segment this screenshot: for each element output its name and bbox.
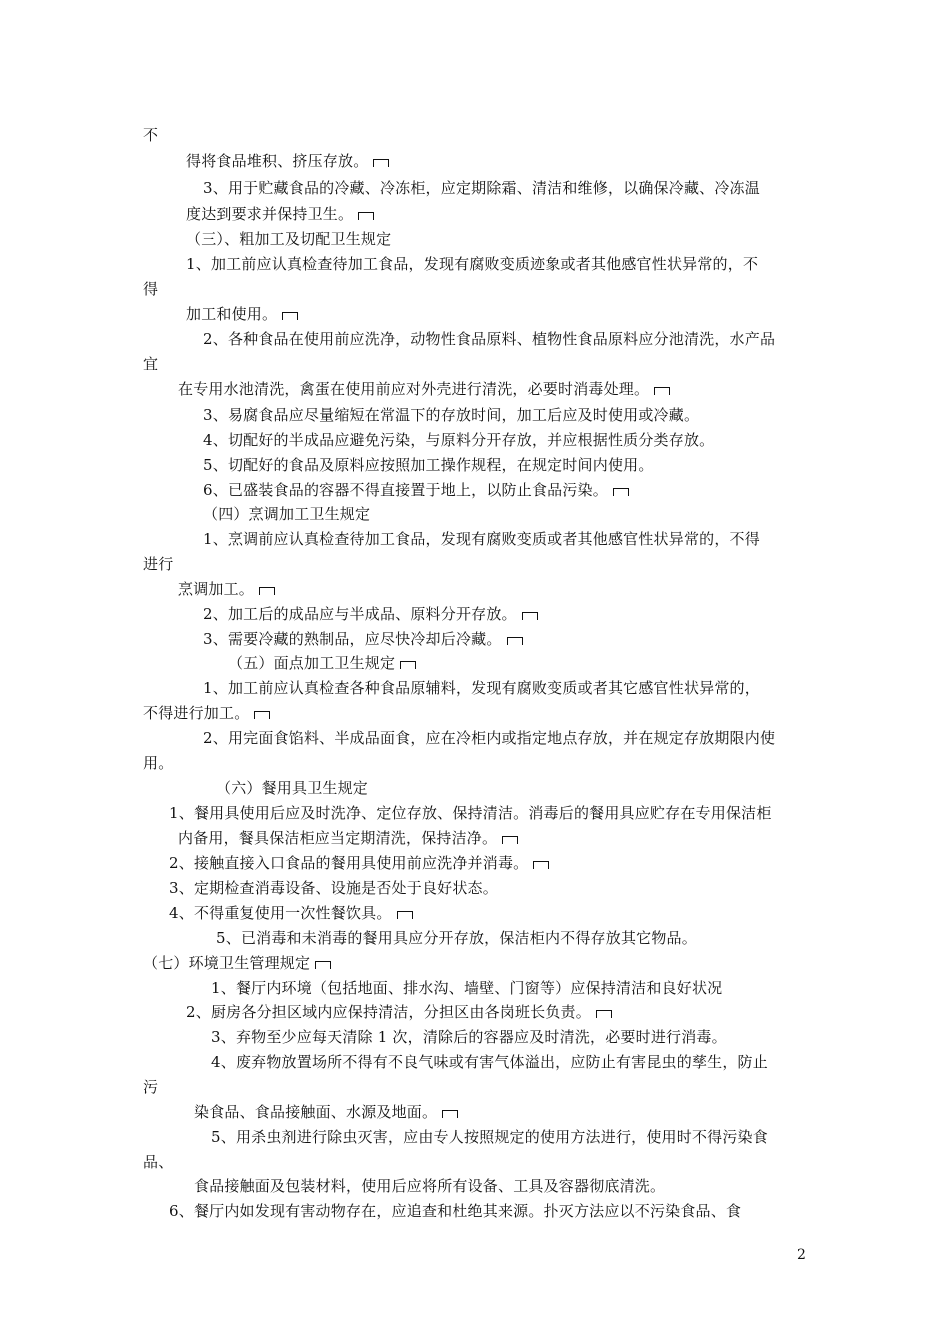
paragraph-mark-icon: [400, 661, 416, 669]
text-line: 度达到要求并保持卫生。: [186, 204, 374, 224]
text-line: 4、废弃物放置场所不得有不良气味或有害气体溢出，应防止有害昆虫的孳生，防止: [211, 1053, 768, 1071]
text-line: 2、用完面食馅料、半成品面食，应在冷柜内或指定地点存放，并在规定存放期限内使: [203, 729, 776, 747]
text-line: 宜: [143, 355, 159, 373]
paragraph-mark-icon: [373, 159, 389, 167]
section-heading: （六）餐用具卫生规定: [216, 779, 369, 797]
text-line: 2、厨房各分担区域内应保持清洁，分担区由各岗班长负责。: [186, 1002, 612, 1022]
section-heading: （四）烹调加工卫生规定: [203, 505, 371, 523]
text-line: 得: [143, 280, 159, 298]
text-line: 2、接触直接入口食品的餐用具使用前应洗净并消毒。: [169, 853, 549, 873]
paragraph-mark-icon: [358, 212, 374, 220]
text-line: 2、加工后的成品应与半成品、原料分开存放。: [203, 604, 538, 624]
paragraph-mark-icon: [315, 961, 331, 969]
paragraph-mark-icon: [507, 637, 523, 645]
paragraph-mark-icon: [596, 1010, 612, 1018]
text-line: 烹调加工。: [178, 579, 275, 599]
paragraph-mark-icon: [397, 911, 413, 919]
text-line: 加工和使用。: [186, 304, 298, 324]
text-line: 1、烹调前应认真检查待加工食品，发现有腐败变质或者其他感官性状异常的，不得: [203, 530, 760, 548]
text-line: 染食品、食品接触面、水源及地面。: [194, 1102, 458, 1122]
text-line: 5、用杀虫剂进行除虫灭害，应由专人按照规定的使用方法进行，使用时不得污染食: [211, 1128, 768, 1146]
section-heading: （五）面点加工卫生规定: [228, 653, 416, 673]
text-line: 3、弃物至少应每天清除 1 次，清除后的容器应及时清洗，必要时进行消毒。: [211, 1028, 727, 1046]
text-line: 进行: [143, 555, 174, 573]
text-line: 用。: [143, 754, 174, 772]
text-line: 污: [143, 1078, 159, 1096]
text-line: 内备用，餐具保洁柜应当定期清洗，保持洁净。: [178, 828, 518, 848]
text-line: 品、: [143, 1153, 174, 1171]
paragraph-mark-icon: [502, 836, 518, 844]
text-line: 5、切配好的食品及原料应按照加工操作规程，在规定时间内使用。: [203, 456, 654, 474]
text-line: 不得进行加工。: [143, 703, 270, 723]
paragraph-mark-icon: [442, 1110, 458, 1118]
text-line: 2、各种食品在使用前应洗净，动物性食品原料、植物性食品原料应分池清洗，水产品: [203, 330, 776, 348]
text-line: 5、已消毒和未消毒的餐用具应分开存放，保洁柜内不得存放其它物品。: [216, 929, 697, 947]
text-line: 3、需要冷藏的熟制品，应尽快冷却后冷藏。: [203, 629, 523, 649]
paragraph-mark-icon: [522, 612, 538, 620]
paragraph-mark-icon: [282, 312, 298, 320]
text-line: 得将食品堆积、挤压存放。: [186, 151, 389, 171]
paragraph-mark-icon: [259, 587, 275, 595]
paragraph-mark-icon: [613, 488, 629, 496]
paragraph-mark-icon: [654, 387, 670, 395]
text-line: 1、加工前应认真检查待加工食品，发现有腐败变质迹象或者其他感官性状异常的，不: [186, 255, 759, 273]
text-line: 4、切配好的半成品应避免污染，与原料分开存放，并应根据性质分类存放。: [203, 431, 715, 449]
text-line: 在专用水池清洗，禽蛋在使用前应对外壳进行清洗，必要时消毒处理。: [178, 379, 670, 399]
section-heading: （三）、粗加工及切配卫生规定: [186, 230, 392, 248]
text-line: 6、已盛装食品的容器不得直接置于地上，以防止食品污染。: [203, 480, 629, 500]
text-line: 1、餐厅内环境（包括地面、排水沟、墙壁、门窗等）应保持清洁和良好状况: [211, 979, 723, 997]
text-line: 4、不得重复使用一次性餐饮具。: [169, 903, 413, 923]
paragraph-mark-icon: [254, 711, 270, 719]
text-line: 3、用于贮藏食品的冷藏、冷冻柜，应定期除霜、清洁和维修，以确保冷藏、冷冻温: [203, 179, 760, 197]
page-number: 2: [797, 1247, 806, 1263]
text-line: 食品接触面及包装材料，使用后应将所有设备、工具及容器彻底清洗。: [194, 1177, 666, 1195]
text-line: 1、餐用具使用后应及时洗净、定位存放、保持清洁。消毒后的餐用具应贮存在专用保洁柜: [169, 804, 772, 822]
text-line: 3、易腐食品应尽量缩短在常温下的存放时间，加工后应及时使用或冷藏。: [203, 406, 700, 424]
section-heading: （七）环境卫生管理规定: [143, 953, 331, 973]
text-line: 6、餐厅内如发现有害动物存在，应追查和杜绝其来源。扑灭方法应以不污染食品、食: [169, 1202, 742, 1220]
text-line: 1、加工前应认真检查各种食品原辅料，发现有腐败变质或者其它感官性状异常的，: [203, 679, 760, 697]
paragraph-mark-icon: [533, 861, 549, 869]
text-line: 不: [143, 126, 159, 144]
text-line: 3、定期检查消毒设备、设施是否处于良好状态。: [169, 879, 498, 897]
